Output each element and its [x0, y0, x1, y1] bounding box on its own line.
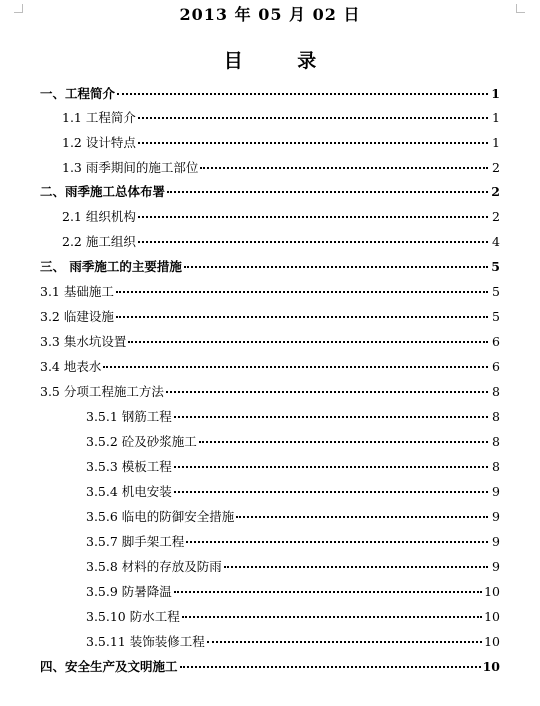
toc-entry[interactable]: [40, 84, 500, 104]
toc-leader-dots: [103, 366, 488, 368]
toc-entry[interactable]: [86, 632, 500, 652]
toc-entry-page: 9: [492, 534, 500, 549]
toc-entry-label: 三、 雨季施工的主要措施: [40, 259, 182, 274]
toc-entry[interactable]: [86, 482, 500, 502]
toc-entry-page: 2: [491, 184, 500, 199]
toc-entry-label: 3.5.9 防暑降温: [86, 584, 172, 599]
toc-entry[interactable]: [40, 282, 500, 302]
toc-entry-label: 3.5.11 装饰装修工程: [86, 634, 205, 649]
toc-entry-page: 8: [492, 459, 500, 474]
toc-entry[interactable]: [86, 457, 500, 477]
toc-leader-dots: [199, 441, 488, 443]
toc-entry-page: 2: [492, 209, 500, 224]
toc-entry-page: 5: [492, 284, 500, 299]
toc-leader-dots: [207, 641, 482, 643]
toc-entry-page: 1: [492, 135, 500, 150]
toc-leader-dots: [174, 491, 488, 493]
toc-entry[interactable]: [40, 182, 500, 202]
toc-entry[interactable]: [86, 582, 500, 602]
toc-entry-label: 2.2 施工组织: [62, 234, 136, 249]
toc-leader-dots: [174, 416, 488, 418]
toc-entry-label: 1.3 雨季期间的施工部位: [62, 160, 199, 175]
toc-entry-page: 4: [492, 234, 500, 249]
toc-entry[interactable]: [86, 507, 500, 527]
toc-entry-page: 8: [492, 434, 500, 449]
toc-entry[interactable]: [62, 158, 500, 178]
toc-entry-label: 四、安全生产及文明施工: [40, 659, 178, 674]
toc-entry-label: 1.2 设计特点: [62, 135, 136, 150]
toc-entry[interactable]: [62, 108, 500, 128]
toc-leader-dots: [138, 117, 488, 119]
toc-entry-label: 3.5.2 砼及砂浆施工: [86, 434, 197, 449]
toc-entry-page: 5: [491, 259, 500, 274]
toc-entry-page: 5: [492, 309, 500, 324]
toc-entry-page: 1: [492, 110, 500, 125]
toc-leader-dots: [117, 93, 488, 95]
toc-entry-label: 3.4 地表水: [40, 359, 102, 374]
toc-entry-label: 3.5 分项工程施工方法: [40, 384, 164, 399]
toc-entry-label: 3.5.7 脚手架工程: [86, 534, 185, 549]
toc-entry-label: 二、雨季施工总体布署: [40, 184, 166, 199]
toc-entry[interactable]: [86, 557, 500, 577]
toc-entry-page: 10: [482, 659, 500, 674]
toc-entry-page: 8: [492, 384, 500, 399]
toc-entry-label: 3.5.4 机电安装: [86, 484, 172, 499]
toc-leader-dots: [174, 591, 482, 593]
toc-entry-page: 9: [492, 484, 500, 499]
toc-leader-dots: [138, 216, 488, 218]
toc-entry[interactable]: [86, 407, 500, 427]
toc-leader-dots: [128, 341, 488, 343]
toc-entry[interactable]: [86, 432, 500, 452]
toc-leader-dots: [116, 291, 488, 293]
toc-leader-dots: [236, 516, 488, 518]
toc-entry[interactable]: [40, 657, 500, 677]
toc-entry-label: 3.5.1 钢筋工程: [86, 409, 172, 424]
toc-entry-label: 3.2 临建设施: [40, 309, 114, 324]
toc-entry-page: 8: [492, 409, 500, 424]
toc-entry-page: 6: [492, 359, 500, 374]
toc-entry-page: 1: [491, 86, 500, 101]
toc-leader-dots: [184, 266, 488, 268]
toc-entry[interactable]: [86, 532, 500, 552]
toc-entry-label: 3.5.10 防水工程: [86, 609, 180, 624]
toc-entry-page: 10: [484, 609, 500, 624]
toc-leader-dots: [174, 466, 488, 468]
toc-leader-dots: [138, 241, 488, 243]
toc-entry-label: 3.5.3 模板工程: [86, 459, 172, 474]
toc-leader-dots: [182, 616, 482, 618]
toc-entry-label: 3.3 集水坑设置: [40, 334, 127, 349]
toc-leader-dots: [138, 142, 488, 144]
toc-entry-label: 3.1 基础施工: [40, 284, 114, 299]
toc-entry-label: 3.5.8 材料的存放及防雨: [86, 559, 222, 574]
toc-leader-dots: [167, 191, 488, 193]
toc-entry-page: 2: [492, 160, 500, 175]
toc-leader-dots: [224, 566, 488, 568]
toc-entry-label: 2.1 组织机构: [62, 209, 136, 224]
toc-title: 目 录: [223, 50, 341, 72]
toc-entry[interactable]: [86, 607, 500, 627]
toc-entry-label: 一、工程简介: [40, 86, 116, 101]
toc-entry[interactable]: [62, 207, 500, 227]
toc-entry-page: 10: [484, 584, 500, 599]
toc-entry-label: 3.5.6 临电的防御安全措施: [86, 509, 235, 524]
document-date: 2013 年 05 月 02 日: [179, 5, 361, 24]
toc-entry[interactable]: [62, 133, 500, 153]
toc-leader-dots: [186, 541, 488, 543]
toc-leader-dots: [180, 666, 481, 668]
toc-entry[interactable]: [40, 332, 500, 352]
toc-entry[interactable]: [40, 382, 500, 402]
toc-entry[interactable]: [40, 257, 500, 277]
toc-leader-dots: [166, 391, 488, 393]
toc-entry[interactable]: [40, 357, 500, 377]
toc-leader-dots: [200, 167, 488, 169]
toc-entry-page: 9: [492, 559, 500, 574]
toc-leader-dots: [116, 316, 488, 318]
toc-entry[interactable]: [62, 232, 500, 252]
toc-entry-page: 10: [484, 634, 500, 649]
toc-entry-page: 6: [492, 334, 500, 349]
toc-entry-label: 1.1 工程简介: [62, 110, 136, 125]
toc-entry[interactable]: [40, 307, 500, 327]
toc-entry-page: 9: [492, 509, 500, 524]
